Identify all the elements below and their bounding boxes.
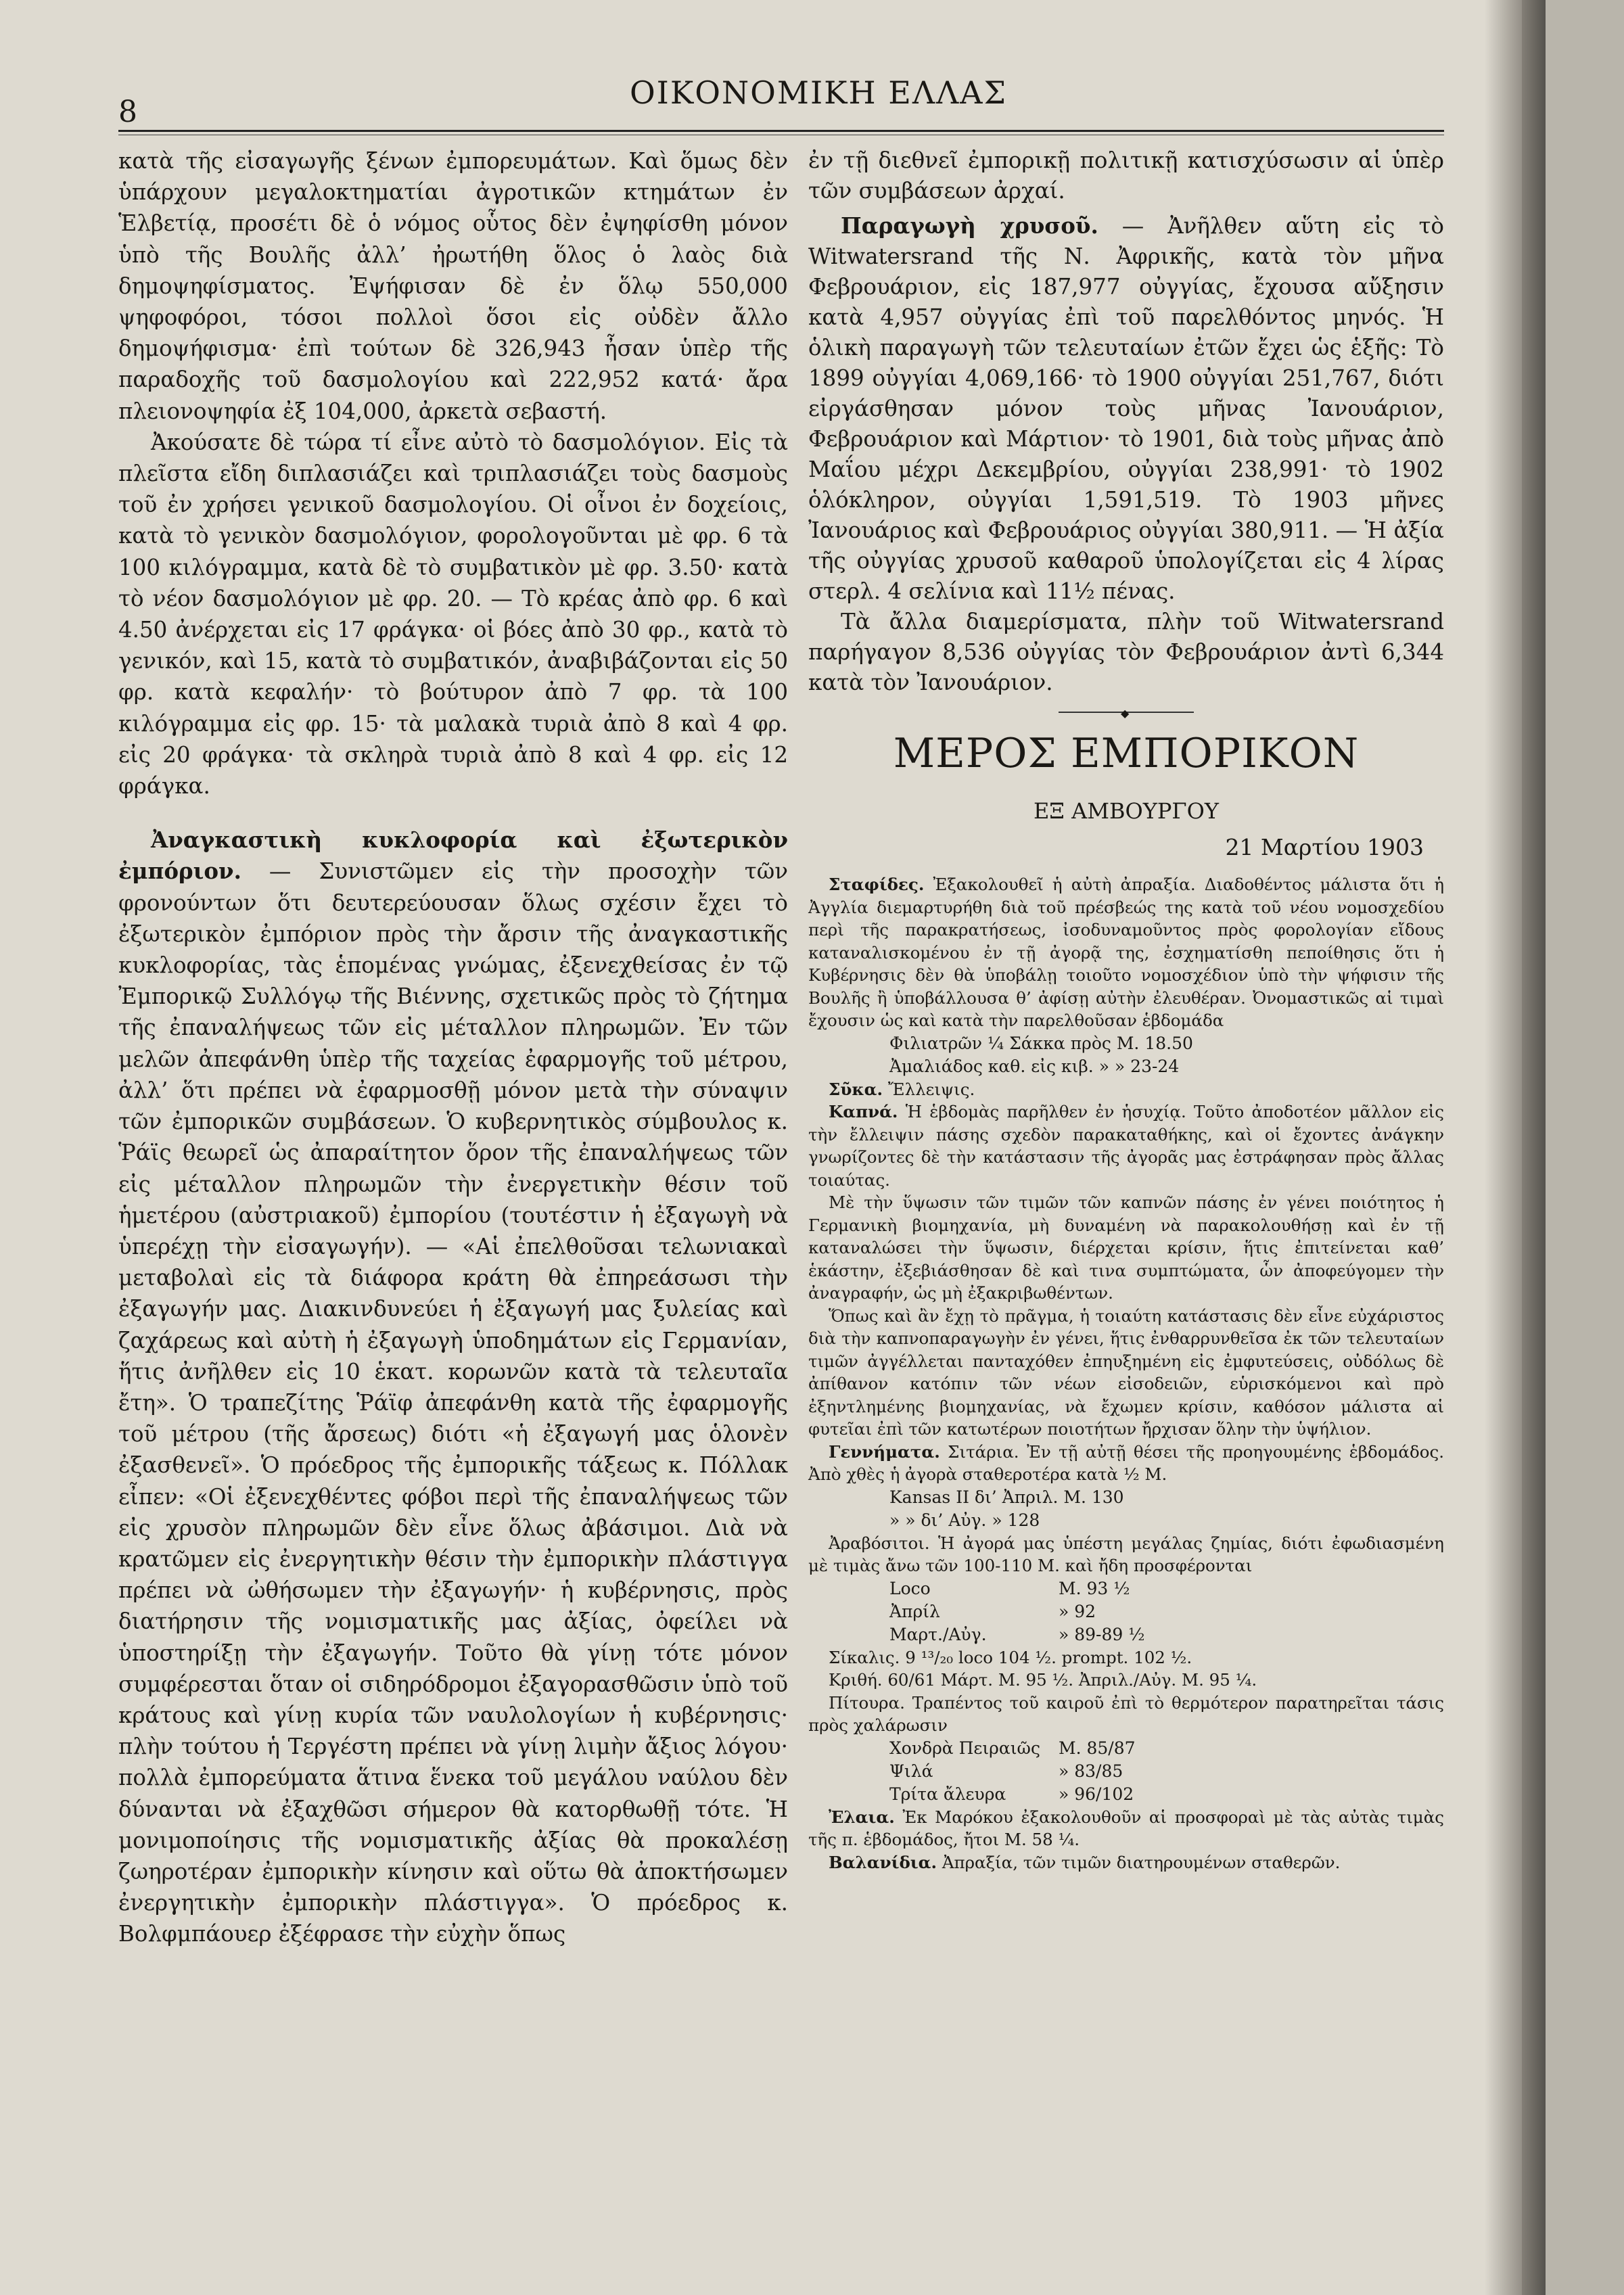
heading-grains: Γεννήματα. [829,1441,940,1462]
price-text: Φιλιατρῶν ¼ Σάκκα πρὸς Μ. 18.50 [889,1033,1193,1053]
price-value: Μ. 93 ½ [1059,1578,1130,1598]
heading-gold-production: Παραγωγὴ χρυσοῦ. [841,212,1098,239]
paragraph-gold-production [808,210,1444,607]
paragraph-other-districts: Τὰ ἄλλα διαμερίσματα, πλὴν τοῦ Witwatersrand παρήγαγον 8,536 οὐγγίας τὸν Φεβρουάριον ἀντὶ 6,344 κατὰ τὸν Ἰανουάριον. [808,609,1444,695]
price-row [808,1623,1444,1646]
text-grains: Σιτάρια. Ἐν τῇ αὐτῇ θέσει τῆς προηγουμένης ἑβδομάδος. Ἀπὸ χθὲς ἡ ἀγορὰ σταθεροτέρα κατὰ ½ Μ. [808,1441,1444,1484]
left-column [118,145,788,1950]
price-label: Ἀπρίλ [889,1601,940,1621]
heading-tobacco: Καπνά. [829,1102,898,1121]
text-figs: Ἔλλειψις. [883,1079,975,1099]
paragraph-forced-circulation [118,825,788,1949]
paragraph-tobacco-2: Μὲ τὴν ὕψωσιν τῶν τιμῶν τῶν καπνῶν πάσης ἐν γένει ποιότητος ἡ Γερμανικὴ βιομηχανία, μὴ δυναμένη νὰ παρακολουθήσῃ καὶ ἐν τῇ καταναλώσει τὴν ὕψωσιν, διέρχεται κρίσιν, ἥτις ἐπιτείνεται καθ’ ἑκάστην, ἐξεβιάσθησαν δὲ καὶ τινα συμπτώματα, ὧν ἀποφεύγομεν τὴν ἀναγραφήν, ὡς μὴ ἐξακριβωθέντων. [808,1192,1444,1303]
text-tobacco: Ἡ ἑβδομὰς παρῆλθεν ἐν ἡσυχίᾳ. Τοῦτο ἀποδοτέον μᾶλλον εἰς τὴν ἔλλειψιν πάσης σχεδὸν παρακαταθήκης, καὶ οἱ ἔχοντες ἀνάγκην γνωρίζοντες δὲ τὴν κατάστασιν τῆς ἀγορᾶς μας ἐστράφησαν πρὸς ἄλλας τοιαύτας. [808,1102,1444,1190]
section-divider [1059,707,1194,720]
heading-figs: Σῦκα. [829,1079,883,1099]
text-olives: Ἐκ Μαρόκου ἐξακολουθοῦν αἱ προσφοραὶ μὲ τὰς αὐτὰς τιμὰς τῆς π. ἑβδομάδος, ἤτοι Μ. 58 ¼. [808,1807,1444,1849]
price-row [808,1783,1444,1806]
price-label: Ψιλά [889,1761,933,1781]
right-column [808,145,1444,1874]
paragraph-maize: Ἀραβόσιτοι. Ἡ ἀγορά μας ὑπέστη μεγάλας ζημίας, διότι ἐφωδιασμένη μὲ τιμὰς ἄνω τῶν 100-110 Μ. καὶ ἤδη προσφέρονται [808,1533,1444,1575]
paragraph-rye: Σίκαλις. 9 ¹³/₂₀ loco 104 ½. prompt. 102 ½. [829,1647,1192,1667]
paragraph-swiss-tariff: κατὰ τῆς εἰσαγωγῆς ξένων ἐμπορευμάτων. Καὶ ὅμως δὲν ὑπάρχουν μεγαλοκτηματίαι ἀγροτικῶν κτημάτων ἐν Ἑλβετίᾳ, προσέτι δὲ ὁ νόμος οὗτος δὲν ἐψηφίσθη μόνον ὑπὸ τῆς Βουλῆς ἀλλ’ ἠρωτήθη ὅλος ὁ λαὸς διὰ δημοψηφίσματος. Ἐψήφισαν δὲ ἐν ὅλῳ 550,000 ψηφοφόροι, τόσοι πολλοὶ ὅσοι εἰς οὐδὲν ἄλλο δημοψήφισμα· ἐπὶ τούτων δὲ 326,943 ἦσαν ὑπὲρ τῆς παραδοχῆς τοῦ δασμολογίου καὶ 222,952 κατά· ἄρα πλειονοψηφία ἐξ 104,000, ἀρκετὰ σεβαστή. [118,148,788,424]
price-text: Ἀμαλιάδος καθ. εἰς κιβ. » » 23-24 [889,1056,1180,1076]
text-acorns: Ἀπραξία, τῶν τιμῶν διατηρουμένων σταθερῶν. [937,1852,1341,1872]
page-number: 8 [118,95,137,129]
text-gold-production: — Ἀνῆλθεν αὕτη εἰς τὸ Witwatersrand τῆς Ν. Ἀφρικῆς, κατὰ τὸν μῆνα Φεβρουάριον, εἰς 187,977 οὐγγίας, ἔχουσα αὔξησιν κατὰ 4,957 οὐγγίας ἐπὶ τοῦ παρελθόντος μηνός. Ἡ ὁλικὴ παραγωγὴ τῶν τελευταίων ἐτῶν ἔχει ὡς ἑξῆς: Τὸ 1899 οὐγγίαι 4,069,166· τὸ 1900 οὐγγίαι 251,767, διότι εἰργάσθησαν μόνον τοὺς μῆνας Ἰανουάριον, Φεβρουάριον καὶ Μάρτιον· τὸ 1901, διὰ τοὺς μῆνας ἀπὸ Μαΐου μέχρι Δεκεμβρίου, οὐγγίαι 238,991· τὸ 1902 ὁλόκληρον, οὐγγίαι 1,591,519. Τὸ 1903 μῆνες Ἰανουάριος καὶ Φεβρουάριος οὐγγίαι 380,911. — Ἡ ἀξία τῆς οὐγγίας χρυσοῦ καθαροῦ ὑπολογίζεται εἰς 4 λίρας στερλ. 4 σελίνια καὶ 11½ πένας. [808,213,1444,604]
price-text: Kansas II δι’ Ἀπριλ. Μ. 130 [889,1487,1124,1507]
price-row [808,1486,1444,1509]
price-row [808,1600,1444,1623]
paragraph-olives [808,1806,1444,1851]
price-row [808,1032,1444,1055]
paragraph-figs [808,1078,1444,1101]
price-row [808,1509,1444,1532]
paragraph-barley: Κριθή. 60/61 Μάρτ. Μ. 95 ½. Ἀπριλ./Αὐγ. Μ. 95 ¼. [829,1670,1257,1690]
section-subtitle: ΕΞ ΑΜΒΟΥΡΓΟΥ [1034,798,1219,824]
price-row [808,1737,1444,1760]
journal-title: ΟΙΚΟΝΟΜΙΚΗ ΕΛΛΑΣ [629,74,1008,111]
price-label: Loco [889,1578,931,1598]
dateline: 21 Μαρτίου 1903 [1225,834,1424,860]
price-text: » » δι’ Αὐγ. » 128 [889,1510,1040,1530]
paragraph-trade-policy: ἐν τῇ διεθνεῖ ἐμπορικῇ πολιτικῇ κατισχύσωσιν αἱ ὑπὲρ τῶν συμβάσεων ἀρχαί. [808,147,1444,204]
header-rule [118,130,1444,132]
price-value: Μ. 85/87 [1059,1738,1136,1758]
paragraph-tariff-details: Ἀκούσατε δὲ τώρα τί εἶνε αὐτὸ τὸ δασμολόγιον. Εἰς τὰ πλεῖστα εἴδη διπλασιάζει καὶ τριπλασιάζει τοὺς δασμοὺς τοῦ ἐν χρήσει γενικοῦ δασμολογίου. Οἱ οἶνοι ἐν δοχείοις, κατὰ τὸ γενικὸν δασμολόγιον, φορολογοῦνται μὲ φρ. 6 τὰ 100 κιλόγραμμα, κατὰ δὲ τὸ συμβατικὸν μὲ φρ. 3.50· κατὰ τὸ νέον δασμολόγιον μὲ φρ. 20. — Τὸ κρέας ἀπὸ φρ. 6 καὶ 4.50 ἀνέρχεται εἰς 17 φράγκα· οἱ βόες ἀπὸ 30 φρ., κατὰ τὸ γενικόν, καὶ 15, κατὰ τὸ συμβατικόν, ἀναβιβάζονται εἰς 50 φρ. κατὰ κεφαλήν· τὸ βούτυρον ἀπὸ 7 φρ. τὰ 100 κιλόγραμμα εἰς φρ. 15· τὰ μαλακὰ τυριὰ ἀπὸ 8 καὶ 4 φρ. εἰς 20 φράγκα· τὰ σκληρὰ τυριὰ ἀπὸ 8 καὶ 4 φρ. εἰς 12 φράγκα. [118,429,788,799]
price-label: Τρίτα ἄλευρα [889,1784,1006,1804]
paragraph-tobacco-3: Ὅπως καὶ ἂν ἔχῃ τὸ πρᾶγμα, ἡ τοιαύτη κατάστασις δὲν εἶνε εὐχάριστος διὰ τὴν καπνοπαραγωγὴν ἐν γένει, ἥτις ἐνθαρρυνθεῖσα ἐκ τῶν τελευταίων τιμῶν ἀγγέλλεται πανταχόθεν ἐπηυξημένη εἰς ἐμφυτεύσεις, οὐδόλως δὲ ἀπίθανον κατόπιν τῶν νέων εἰσοδειῶν, εὑρισκόμενοι καὶ πρὸ ἐξηντλημένης βιομηχανίας, νὰ ἔχωμεν κρίσιν, καθόσον μάλιστα αἱ φυτεῖαι ἐπὶ τῶν κατωτέρων ποιοτήτων ἤρχισαν ὅλην τὴν ὑψήλιον. [808,1305,1444,1439]
paragraph-grains [808,1441,1444,1486]
price-value: » 89-89 ½ [1059,1624,1145,1644]
price-value: » 92 [1059,1601,1096,1621]
price-value: » 96/102 [1059,1784,1134,1804]
price-row [808,1577,1444,1600]
price-label: Μαρτ./Αὐγ. [889,1624,987,1644]
text-forced-circulation: — Συνιστῶμεν εἰς τὴν προσοχὴν τῶν φρονούντων ὅτι δευτερεύουσαν ὅλως σχέσιν ἔχει τὸ ἐξωτερικὸν ἐμπόριον πρὸς τὴν ἄρσιν τῆς ἀναγκαστικῆς κυκλοφορίας, τὰς ἑπομένας γνώμας, ἐξενεχθείσας ἐν τῷ Ἐμπορικῷ Συλλόγῳ τῆς Βιέννης, σχετικῶς πρὸς τὸ ζήτημα τῆς ἐπαναλήψεως τῶν εἰς μέταλλον πληρωμῶν. Ἐν τῶν μελῶν ἀπεφάνθη ὑπὲρ τῆς ταχείας ἐφαρμογῆς τοῦ μέτρου, ἀλλ’ ὅτι πρέπει νὰ ἐφαρμοσθῇ μόνον μετὰ τὴν σύναψιν τῶν ἐμπορικῶν συμβάσεων. Ὁ κυβερνητικὸς σύμβουλος κ. Ῥάϊς θεωρεῖ ὡς ἀπαραίτητον ὅρον τῆς ἐπαναλήψεως τῶν εἰς μέταλλον πληρωμῶν τὴν ἐνεργετικὴν θέσιν τοῦ ἡμετέρου (αὐστριακοῦ) ἐμπορίου (τουτέστιν ἡ ἐξαγωγὴ νὰ ὑπερέχῃ τὴν εἰσαγωγήν). — «Αἱ ἐπελθοῦσαι τελωνιακαὶ μεταβολαὶ εἰς τὰ διάφορα κράτη θὰ ἐπηρεάσωσι τὴν ἐξαγωγήν μας. Διακινδυνεύει ἡ ἐξαγωγή μας ξυλείας καὶ ζαχάρεως καὶ αὐτὴ ἡ ἐξαγωγὴ ὑποδημάτων εἰς Γερμανίαν, ἥτις ἀνῆλθεν εἰς 10 ἑκατ. κορωνῶν κατὰ τὰ τελευταῖα ἔτη». Ὁ τραπεζίτης Ῥάϊφ ἀπεφάνθη κατὰ τῆς ἐφαρμογῆς τοῦ μέτρου (τῆς ἄρσεως) διότι «ἡ ἐξαγωγή μας ὁλονὲν ἐξασθενεῖ». Ὁ πρόεδρος τῆς ἐμπορικῆς τάξεως κ. Πόλλακ εἶπεν: «Οἱ ἐξενεχθέντες φόβοι περὶ τῆς ἐπαναλήψεως τῶν εἰς χρυσὸν πληρωμῶν δὲν εἶνε ὅλως ἀβάσιμοι. Διὰ νὰ κρατῶμεν εἰς ἐνεργητικὴν θέσιν τὴν ἐμπορικὴν πλάστιγγα πρέπει νὰ ὠθήσωμεν τὴν ἐξαγωγήν· ἡ κυβέρνησις, πρὸς διατήρησιν τῆς νομισματικῆς μας ἀξίας, ὀφείλει νὰ ὑποστηρίξῃ τὴν ἐξαγωγήν. Τοῦτο θὰ γίνῃ τότε μόνον συμφέρεσται ὅταν οἱ σιδηρόδρομοι ἐξαγορασθῶσιν ὑπὸ τοῦ κράτους καὶ γίνῃ κυρία τῶν ναυλολογίων ἡ κυβέρνησις· πλὴν τούτου ἡ Τεργέστη πρέπει νὰ γίνῃ λιμὴν ἄξιος λόγου· πολλὰ ἐμπορεύματα ἅτινα ἕνεκα τοῦ μεγάλου ναύλου δὲν δύνανται νὰ ἐξαχθῶσι σήμερον θὰ κατορθωθῇ τότε. Ἡ μονιμοποίησις τῆς νομισματικῆς ἀξίας θὰ προκαλέσῃ ζωηροτέραν ἐμπορικὴν κίνησιν καὶ οὕτω θὰ ἀποκτήσωμεν ἐνεργητικὴν ἐμπορικὴν πλάστιγγα». Ὁ πρόεδρος κ. Βολφμπάουερ ἐξέφρασε τὴν εὐχὴν ὅπως [118,858,788,1947]
heading-forced-circulation: Ἀναγκαστικὴ κυκλοφορία καὶ ἐξωτερικὸν ἐμπόριον. [118,827,788,885]
divider-ornament: ◆ [1121,707,1130,720]
heading-raisins: Σταφίδες. [829,875,925,894]
page-edge-shadow [1485,0,1546,2295]
paragraph-raisins [808,873,1444,1032]
market-report [808,873,1444,1874]
text-raisins: Ἐξακολουθεῖ ἡ αὐτὴ ἀπραξία. Διαδοθέντος μάλιστα ὅτι ἡ Ἀγγλία διεμαρτυρήθη διὰ τοῦ πρέσβεώς της κατὰ τοῦ νέου νομοσχεδίου περὶ τῆς παρακρατήσεως, ἰσοδυναμοῦντος πρὸς φορολογίαν εἴδους καταναλισκομένου ἐν τῇ ἀγορᾷ της, ἐσχηματίσθη πεποίθησις ὅτι ἡ Κυβέρνησις δὲν θὰ ὑποβάλῃ τοιοῦτο νομοσχέδιον ὑπὸ τὴν ψήφισιν τῆς Βουλῆς ἢ ὑποβάλλουσα θ’ ἀφίσῃ αὐτὴν ἐλευθέραν. Ὀνομαστικῶς αἱ τιμαὶ ἔχουσιν ὡς καὶ κατὰ τὴν παρελθοῦσαν ἑβδομάδα [808,875,1444,1030]
heading-olives: Ἐλαια. [829,1807,895,1827]
price-row [808,1760,1444,1783]
section-title: ΜΕΡΟΣ ΕΜΠΟΡΙΚΟΝ [893,730,1360,777]
price-row [808,1055,1444,1078]
paragraph-bran: Πίτουρα. Τραπέντος τοῦ καιροῦ ἐπὶ τὸ θερμότερον παρατηρεῖται τάσις πρὸς χαλάρωσιν [808,1692,1444,1735]
heading-acorns: Βαλανίδια. [829,1852,937,1872]
price-value: » 83/85 [1059,1761,1123,1781]
paragraph-acorns [808,1851,1444,1874]
price-label: Χονδρὰ Πειραιῶς [889,1738,1040,1758]
paragraph-tobacco [808,1100,1444,1191]
